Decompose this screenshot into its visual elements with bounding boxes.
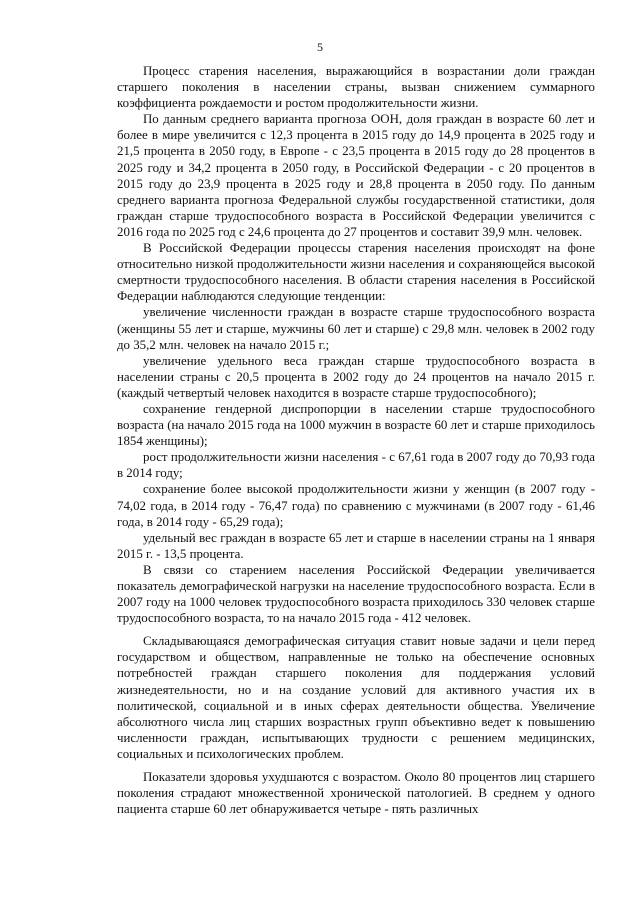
list-item: рост продолжительности жизни населения - с 67,61 года в 2007 году до 70,93 года в 2014 году; <box>117 450 595 481</box>
list-item: удельный вес граждан в возрасте 65 лет и старше в населении страны на 1 января 2015 г. - 13,5 процента. <box>117 530 595 561</box>
list-item: сохранение гендерной диспропорции в населении старше трудоспособного возраста (на начало 2015 года на 1000 мужчин в возрасте 60 лет и старше приходилось 1854 женщины); <box>117 401 595 449</box>
paragraph: Складывающаяся демографическая ситуация ставит новые задачи и цели перед государством и обществом, направленные не только на обеспечение основных потребностей граждан старшего поколения для поддержания условий жизнедеятельности, но и на создание условий для активного участия их в политической, социальной и в иных сферах деятельности общества. Увеличение абсолютного числа лиц старших возрастных групп объективно ведет к повышению численности граждан, испытывающих трудности с решением медицинских, социальных и психологических проблем. <box>117 634 595 761</box>
document-body <box>117 63 595 817</box>
list-item: сохранение более высокой продолжительности жизни у женщин (в 2007 году - 74,02 года, в 2014 году - 76,47 года) по сравнению с мужчинами (в 2007 году - 61,46 года, в 2014 году - 65,29 года); <box>117 482 595 529</box>
list-item: увеличение численности граждан в возрасте старше трудоспособного возраста (женщины 55 лет и старше, мужчины 60 лет и старше) с 29,8 млн. человек в 2002 году до 35,2 млн. человек на начало 2015 г.; <box>117 305 595 352</box>
paragraph: В связи со старением населения Российской Федерации увеличивается показатель демографической нагрузки на население трудоспособного возраста. Если в 2007 году на 1000 человек трудоспособного возраста приходилось 330 человек старше трудоспособного возраста, то на начало 2015 года - 412 человек. <box>117 562 595 626</box>
paragraph: Процесс старения населения, выражающийся в возрастании доли граждан старшего поколения в населении страны, вызван снижением суммарного коэффициента рождаемости и ростом продолжительности жизни. <box>117 64 595 111</box>
list-item: увеличение удельного веса граждан старше трудоспособного возраста в населении страны с 20,5 процента в 2002 году до 24 процентов на начало 2015 г. (каждый четвертый человек находится в возрасте старше трудоспособного); <box>117 353 595 400</box>
paragraph: По данным среднего варианта прогноза ООН, доля граждан в возрасте 60 лет и более в мире увеличится с 12,3 процента в 2015 году до 14,9 процента в 2025 году и 21,5 процента в 2050 году, в Европе - с 23,5 процента в 2015 году до 28 процентов в 2025 году и 34,2 процента в 2050 году, в Российской Федерации - с 20 процентов в 2015 году до 23,9 процента в 2025 году и 28,8 процента в 2050 году. По данным среднего варианта прогноза Федеральной службы государственной статистики, доля граждан старше трудоспособного возраста в Российской Федерации увеличится с 2016 года по 2025 год с 24,6 процента до 27 процентов и составит 39,9 млн. человек. <box>117 112 595 239</box>
page-number: 5 <box>317 40 323 54</box>
paragraph: В Российской Федерации процессы старения населения происходят на фоне относительно низкой продолжительности жизни населения и сохраняющейся высокой смертности трудоспособного населения. В области старения населения в Российской Федерации наблюдаются следующие тенденции: <box>117 241 595 304</box>
paragraph: Показатели здоровья ухудшаются с возрастом. Около 80 процентов лиц старшего поколения страдают множественной хронической патологией. В среднем у одного пациента старше 60 лет обнаруживается четыре - пять различных <box>117 770 595 817</box>
